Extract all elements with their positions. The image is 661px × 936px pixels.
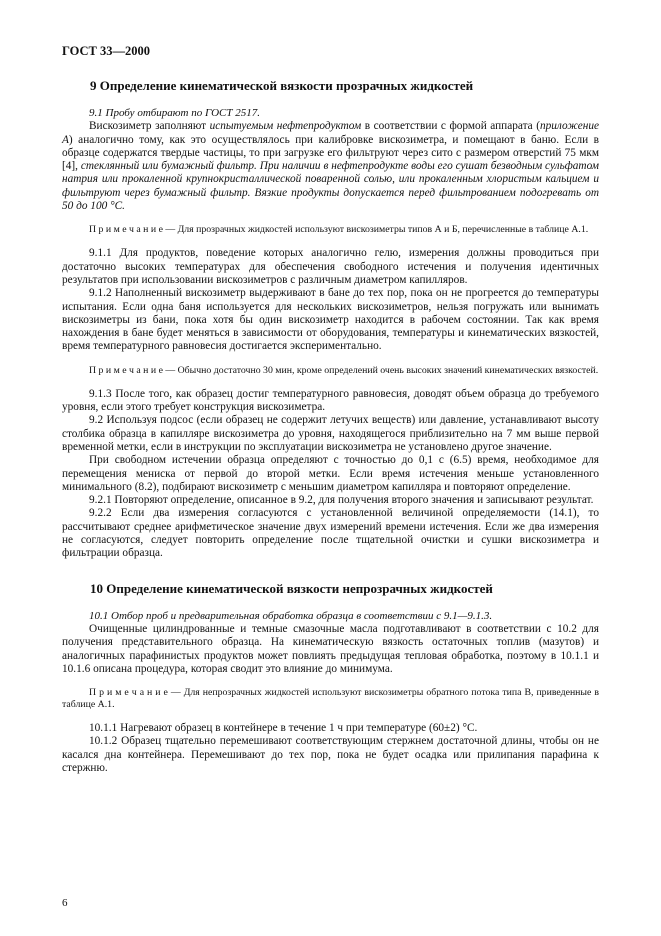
section-10-heading: 10 Определение кинематической вязкости непрозрачных жидкостей	[90, 580, 493, 596]
clause-9-2-1: 9.2.1 Повторяют определение, описанное в 9.2, для получения второго значения и записывают результат.	[89, 494, 594, 507]
note-3: П р и м е ч а н и е — Для непрозрачных жидкостей используют вискозиметры обратного потока типа В, приведенные в таблице А.1.	[62, 687, 599, 711]
clause-9-1-text: Вискозиметр заполняют испытуемым нефтепродуктом в соответствии с формой аппарата (приложение А) аналогично тому, как это осуществлялось при калибровке вискозиметра, и помещают в баню. Если в образце содержатся твердые частицы, то при загрузке его фильтруют через сито с размером отверстий 75 мкм [4], стеклянный или бумажный фильтр. При наличии в нефтепродукте воды его сушат безводным сульфатом натрия или прокаленной крупнокристаллической поваренной солью, или прокаленным хлористым кальцием и фильтруют через бумажный фильтр. Вязкие продукты допускается перед фильтрованием подогревать от 50 до 100 °С.	[62, 120, 599, 213]
clause-9-1-2: 9.1.2 Наполненный вискозиметр выдерживают в бане до тех пор, пока он не прогреется до температуры испытания. Если одна баня используется для нескольких вискозиметров, нельзя погружать или вынимать вискозиметры из бани, пока хотя бы один вискозиметр находится в рабочем состоянии. Так как время нахождения в бане будет меняться в зависимости от оборудования, температуры и кинематических вязкостей, время температурного равновесия достигается экспериментально.	[62, 287, 599, 353]
note-2: П р и м е ч а н и е — Обычно достаточно 30 мин, кроме определений очень высоких значений кинематических вязкостей.	[89, 364, 599, 376]
clause-9-2: 9.2 Используя подсос (если образец не содержит летучих веществ) или давление, устанавливают высоту столбика образца в капилляре вискозиметра до уровня, находящегося приблизительно на 7 мм выше первой временной метки, если в инструкции по эксплуатации вискозиметра не установлено другое значение.	[62, 414, 599, 453]
page-content	[62, 78, 599, 775]
clause-9-1-lead: 9.1 Пробу отбирают по ГОСТ 2517.	[89, 107, 261, 119]
standard-code: ГОСТ 33—2000	[62, 44, 151, 58]
note-1: П р и м е ч а н и е — Для прозрачных жидкостей используют вискозиметры типов А и Б, перечисленные в таблице А.1.	[89, 224, 589, 236]
clause-10-1-lead: 10.1 Отбор проб и предварительная обработка образца в соответствии с 9.1—9.1.3.	[89, 609, 493, 622]
section-9-heading: 9 Определение кинематической вязкости прозрачных жидкостей	[90, 78, 474, 93]
clause-9-2-2: 9.2.2 Если два измерения согласуются с установленной величиной определяемости (14.1), то рассчитывают среднее арифметическое значение двух измерений времени истечения. Если же два измерения не согласуются, следует повторить определение после тщательной очистки и сушки вискозиметра и фильтрации образца.	[62, 507, 599, 560]
page-number: 6	[62, 897, 68, 909]
clause-9-1-1: 9.1.1 Для продуктов, поведение которых аналогично гелю, измерения должны проводиться при достаточно высоких температурах для обеспечения свободного истечения и получения идентичных результатов при использовании вискозиметров с различным диаметром капилляров.	[62, 247, 599, 286]
clause-9-1-3: 9.1.3 После того, как образец достиг температурного равновесия, доводят объем образца до требуемого уровня, если этого требует конструкция вискозиметра.	[62, 387, 599, 414]
clause-10-1-1: 10.1.1 Нагревают образец в контейнере в течение 1 ч при температуре (60±2) °С.	[89, 722, 478, 735]
clause-10-1-text: Очищенные цилиндрованные и темные смазочные масла подготавливают в соответствии с 10.2 для получения представительного образца. На кинематическую вязкость остаточных топлив (мазутов) и аналогичных парафинистых продуктов может повлиять предыдущая тепловая обработка, поэтому в 10.1.1 и 10.1.6 описана процедура, которая сводит это влияние до минимума.	[62, 622, 599, 675]
clause-9-2-para-2: При свободном истечении образца определяют с точностью до 0,1 с (6.5) время, необходимое для перемещения мениска от первой до второй метки. Если время истечения меньше установленного минимального (8.2), подбирают вискозиметр с меньшим диаметром капилляра и повторяют определение.	[62, 454, 599, 493]
clause-10-1-2: 10.1.2 Образец тщательно перемешивают соответствующим стержнем достаточной длины, чтобы он не касался дна контейнера. Перемешивают до тех пор, пока не будет осадка или прилипания парафина к стержню.	[62, 735, 599, 774]
